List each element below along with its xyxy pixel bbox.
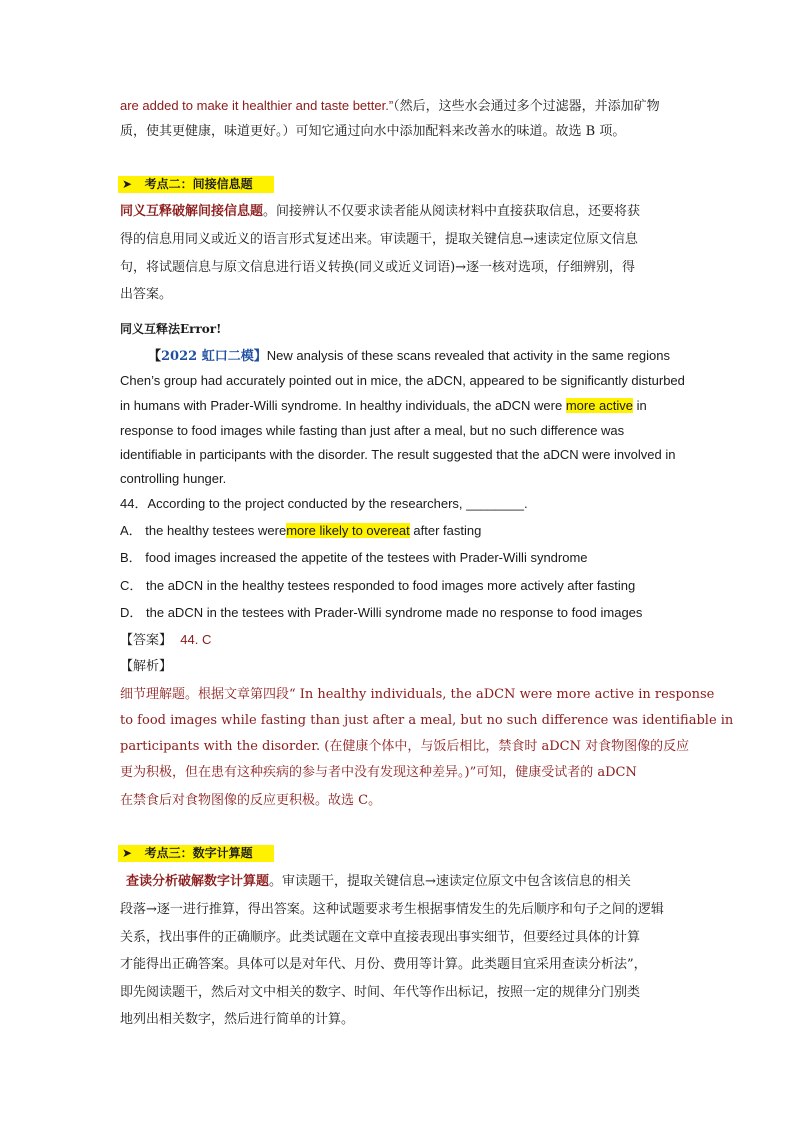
analysis-line-3: participants with the disorder. (在健康个体中，与饭后相比，禁食时 aDCN 对食物图像的反应 bbox=[120, 739, 690, 754]
option-c bbox=[120, 577, 676, 595]
option-a-pre: the healthy testees were bbox=[145, 523, 287, 538]
intro-chinese: （然后，这些水会通过多个过滤器，并添加矿物 bbox=[393, 98, 660, 113]
option-a-post: after fasting bbox=[413, 523, 482, 538]
analysis-line-2: to food images while fasting than just after a meal, but no such difference was identifiable in bbox=[120, 713, 734, 728]
section3-lead-line-4: 才能得出正确答案。具体可以是对年代、月份、费用等计算。此类题目宜采用查读分析法”， bbox=[120, 957, 647, 972]
arrow-bullet-icon: ➤ bbox=[122, 846, 133, 860]
option-c-label: C． bbox=[120, 578, 143, 593]
section2-lead-line-1 bbox=[120, 203, 676, 221]
section3-lead-line-1 bbox=[126, 873, 676, 891]
passage-line-4: response to food images while fasting than just after a meal, but no such difference was bbox=[120, 423, 625, 438]
intro-line-1 bbox=[120, 97, 676, 115]
answer-line bbox=[120, 631, 676, 650]
intro-line-2: 质，使其更健康，味道更好。）可知它通过向水中添加配料来改善水的味道。故选 B 项。 bbox=[120, 124, 626, 139]
arrow-bullet-icon: ➤ bbox=[122, 177, 133, 191]
section3-heading-text: 考点三：数字计算题 bbox=[144, 846, 253, 860]
answer-value: 44. C bbox=[180, 632, 212, 647]
option-b bbox=[120, 549, 676, 567]
passage-source: 2022 虹口二模 bbox=[161, 349, 254, 364]
question-44: 44．According to the project conducted by the researchers, ________. bbox=[120, 496, 528, 511]
highlight-more-active: more active bbox=[565, 398, 634, 413]
passage-line-1 bbox=[148, 347, 676, 366]
analysis-line-4: 更为积极，但在患有这种疾病的参与者中没有发现这种差异。)”可知，健康受试者的 aDCN bbox=[120, 765, 637, 780]
section3-lead-rest: 。审读题干，提取关键信息→速读定位原文中包含该信息的相关 bbox=[269, 874, 631, 889]
passage-line-3 bbox=[120, 397, 676, 415]
method-label: 同义互释法Error! bbox=[120, 322, 222, 336]
passage-line-2: Chen’s group had accurately pointed out in mice, the aDCN, appeared to be significantly disturbed bbox=[120, 373, 685, 388]
section2-lead-rest: 。间接辨认不仅要求读者能从阅读材料中直接获取信息，还要将获 bbox=[263, 204, 641, 219]
section3-lead-line-6: 地列出相关数字，然后进行简单的计算。 bbox=[120, 1012, 355, 1027]
option-d-text: the aDCN in the testees with Prader-Willi syndrome made no response to food images bbox=[146, 605, 643, 620]
option-a-label: A． bbox=[120, 523, 142, 538]
section2-heading-text: 考点二：间接信息题 bbox=[144, 177, 253, 191]
passage-line-5: identifiable in participants with the disorder. The result suggested that the aDCN were involved in bbox=[120, 447, 676, 462]
option-a bbox=[120, 522, 676, 540]
section2-lead-line-4: 出答案。 bbox=[120, 287, 173, 302]
section3-lead-line-5: 即先阅读题干，然后对文中相关的数字、时间、年代等作出标记，按照一定的规律分门别类 bbox=[120, 985, 641, 1000]
section3-lead-title: 查读分析破解数字计算题 bbox=[126, 874, 270, 889]
source-open: 【 bbox=[148, 349, 162, 364]
answer-label: 【答案】 bbox=[120, 633, 173, 648]
section3-heading bbox=[122, 845, 253, 862]
option-c-text: the aDCN in the healthy testees responded to food images more actively after fasting bbox=[146, 578, 636, 593]
analysis-line-1: 细节理解题。根据文章第四段“ In healthy individuals, the aDCN were more active in response bbox=[120, 687, 715, 702]
section3-lead-line-3: 关系，找出事件的正确顺序。此类试题在文章中直接表现出事实细节，但要经过具体的计算 bbox=[120, 930, 641, 945]
option-b-label: B． bbox=[120, 550, 142, 565]
passage-text-3a: in humans with Prader-Willi syndrome. In healthy individuals, the aDCN were bbox=[120, 398, 563, 413]
section2-lead-title: 同义互释破解间接信息题 bbox=[120, 204, 264, 219]
section3-lead-line-2: 段落→逐一进行推算，得出答案。这种试题要求考生根据事情发生的先后顺序和句子之间的逻辑 bbox=[120, 902, 664, 917]
source-close: 】 bbox=[253, 349, 267, 364]
passage-text-3b: in bbox=[636, 398, 647, 413]
option-b-text: food images increased the appetite of the testees with Prader-Willi syndrome bbox=[145, 550, 588, 565]
option-d bbox=[120, 604, 676, 622]
intro-english: are added to make it healthier and taste better.” bbox=[120, 98, 394, 113]
highlight-more-likely: more likely to overeat bbox=[286, 523, 410, 538]
analysis-label: 【解析】 bbox=[120, 659, 173, 674]
passage-line-6: controlling hunger. bbox=[120, 471, 227, 486]
option-d-label: D． bbox=[120, 605, 143, 620]
section2-lead-line-3: 句，将试题信息与原文信息进行语义转换(同义或近义词语)→逐一核对选项，仔细辨别，得 bbox=[120, 260, 636, 275]
passage-text-1: New analysis of these scans revealed that activity in the same regions bbox=[266, 348, 670, 363]
section2-lead-line-2: 得的信息用同义或近义的语言形式复述出来。审读题干，提取关键信息→速读定位原文信息 bbox=[120, 232, 638, 247]
section2-heading bbox=[122, 176, 253, 193]
analysis-line-5: 在禁食后对食物图像的反应更积极。故选 C。 bbox=[120, 793, 382, 808]
